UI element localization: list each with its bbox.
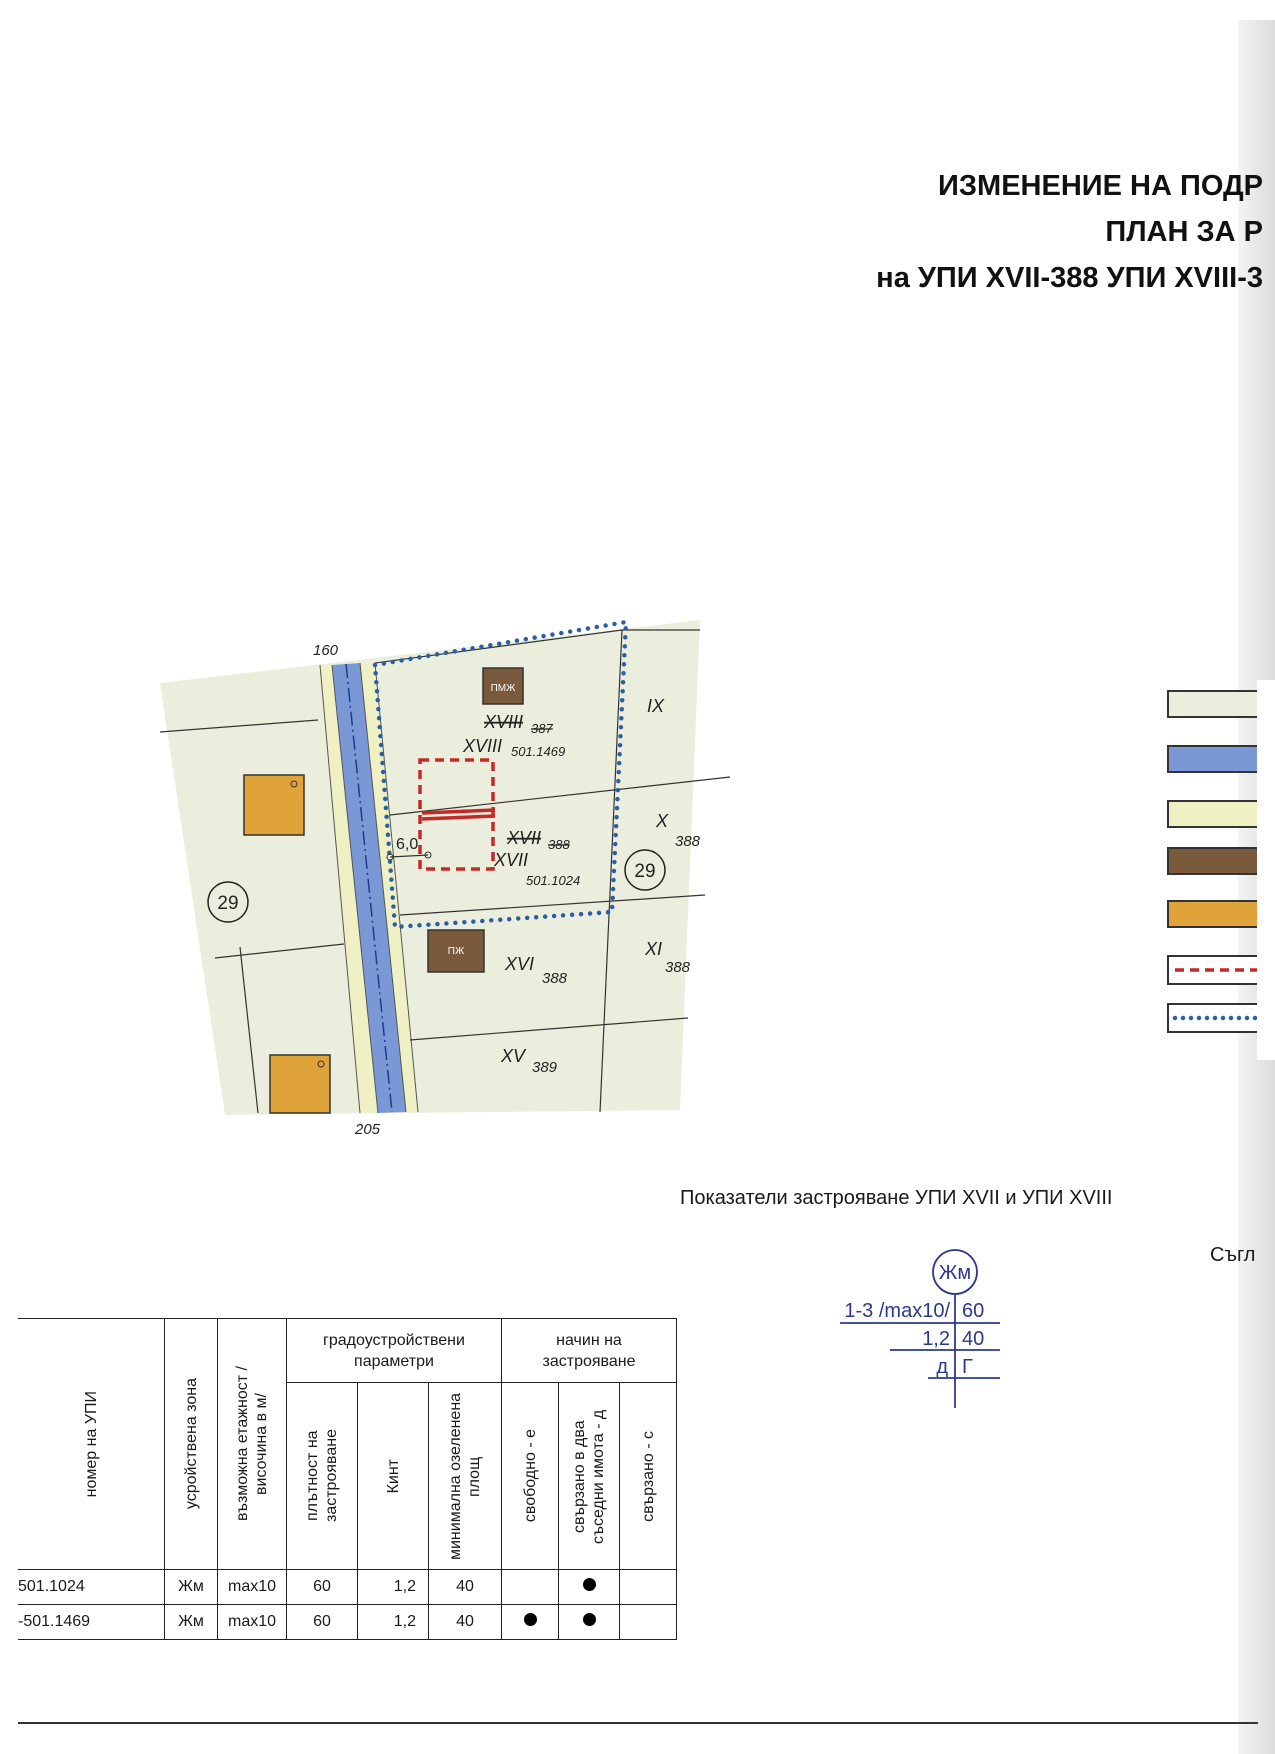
bottom-rule: [18, 1722, 1258, 1724]
title-line-2: ПЛАН ЗА Р: [1105, 216, 1263, 248]
lot-label: XVI: [505, 954, 535, 974]
cell-zone: Жм: [178, 1613, 204, 1630]
header-zone: усройствена зона: [165, 1319, 218, 1570]
lot-old-sub: 387: [531, 721, 553, 736]
parameters-table: [18, 1318, 677, 1640]
building-label-pmzh: ПМЖ: [490, 683, 516, 694]
formula-green: 40: [962, 1328, 985, 1350]
cell-green: 40: [456, 1578, 474, 1595]
cell-upi: 501.1024: [18, 1578, 85, 1595]
building-new: [244, 775, 304, 835]
header-density: плътност на застрояване: [287, 1383, 358, 1570]
street-point-start: 160: [313, 642, 339, 659]
formula-mode-left: д: [936, 1356, 948, 1378]
mark-dot: [583, 1578, 596, 1591]
header-group-mode: начин на застрояване: [502, 1319, 677, 1383]
distance-label: 6,0: [396, 836, 419, 853]
street-point-end: 205: [355, 1121, 381, 1138]
formula-density: 60: [962, 1300, 985, 1322]
zone-formula: [810, 1248, 1010, 1418]
lot-old-number: XVII: [507, 828, 542, 848]
cell-density: 60: [313, 1613, 331, 1630]
cell-twin: [559, 1570, 620, 1605]
title-line-3: на УПИ XVII-388 УПИ XVIII-3: [876, 262, 1263, 294]
lot-label: X: [656, 811, 669, 831]
header-twin: свързано в два съседни имота - д: [559, 1383, 620, 1570]
header-group-params: градоустройствени параметри: [287, 1319, 502, 1383]
header-kint: Кинт: [358, 1383, 429, 1570]
header-row: свързано - с: [620, 1383, 677, 1570]
mark-dot: [524, 1613, 537, 1626]
block-number: 29: [634, 861, 656, 882]
lot-new-sub: 501.1469: [511, 744, 566, 759]
lot-new-number: XVIII: [463, 736, 503, 756]
lot-new-sub: 501.1024: [526, 873, 581, 888]
block-number: 29: [217, 893, 239, 914]
page-right-cut: [1257, 680, 1275, 1060]
formula-floors: 1-3 /max10/: [844, 1300, 950, 1322]
formula-kint: 1,2: [922, 1328, 950, 1350]
cell-row: [620, 1570, 677, 1605]
building-label-pzh: ПЖ: [447, 946, 465, 957]
lot-old-number: XVIII: [484, 712, 524, 732]
cell-kint: 1,2: [393, 1578, 416, 1595]
formula-mode-right: Г: [962, 1356, 973, 1378]
cell-free: [502, 1605, 559, 1640]
header-green: минимална озеленена площ: [429, 1383, 502, 1570]
lot-label: IX: [647, 696, 665, 716]
title-line-1: ИЗМЕНЕНИЕ НА ПОДР: [938, 170, 1263, 202]
cell-kint: 1,2: [393, 1613, 416, 1630]
cell-upi: -501.1469: [18, 1613, 91, 1630]
table-row: [18, 1570, 677, 1605]
header-upi: номер на УПИ: [18, 1319, 165, 1570]
cell-height: max10: [227, 1578, 277, 1595]
cell-height: max10: [227, 1613, 277, 1630]
formula-zone: Жм: [938, 1262, 972, 1284]
lot-sub: 389: [532, 1059, 558, 1076]
approval-label-partial: Съгл: [1210, 1244, 1256, 1266]
header-free: свободно - е: [502, 1383, 559, 1570]
cell-zone: Жм: [178, 1578, 204, 1595]
parameters-caption: Показатели застрояване УПИ XVII и УПИ XVIII: [680, 1187, 1113, 1209]
lot-label: XI: [645, 939, 663, 959]
header-height: възможна етажност /височина в м/: [218, 1319, 287, 1570]
lot-new-number: XVII: [494, 850, 529, 870]
cell-row: [620, 1605, 677, 1640]
table-row: [18, 1605, 677, 1640]
cell-green: 40: [456, 1613, 474, 1630]
mark-dot: [583, 1613, 596, 1626]
building-new: [270, 1055, 330, 1113]
lot-label: XV: [501, 1046, 526, 1066]
cell-free: [502, 1570, 559, 1605]
lot-sub: 388: [542, 970, 568, 987]
lot-old-sub: 388: [548, 837, 570, 852]
lot-sub: 388: [675, 833, 701, 850]
cell-twin: [559, 1605, 620, 1640]
cell-density: 60: [313, 1578, 331, 1595]
lot-sub: 388: [665, 959, 691, 976]
